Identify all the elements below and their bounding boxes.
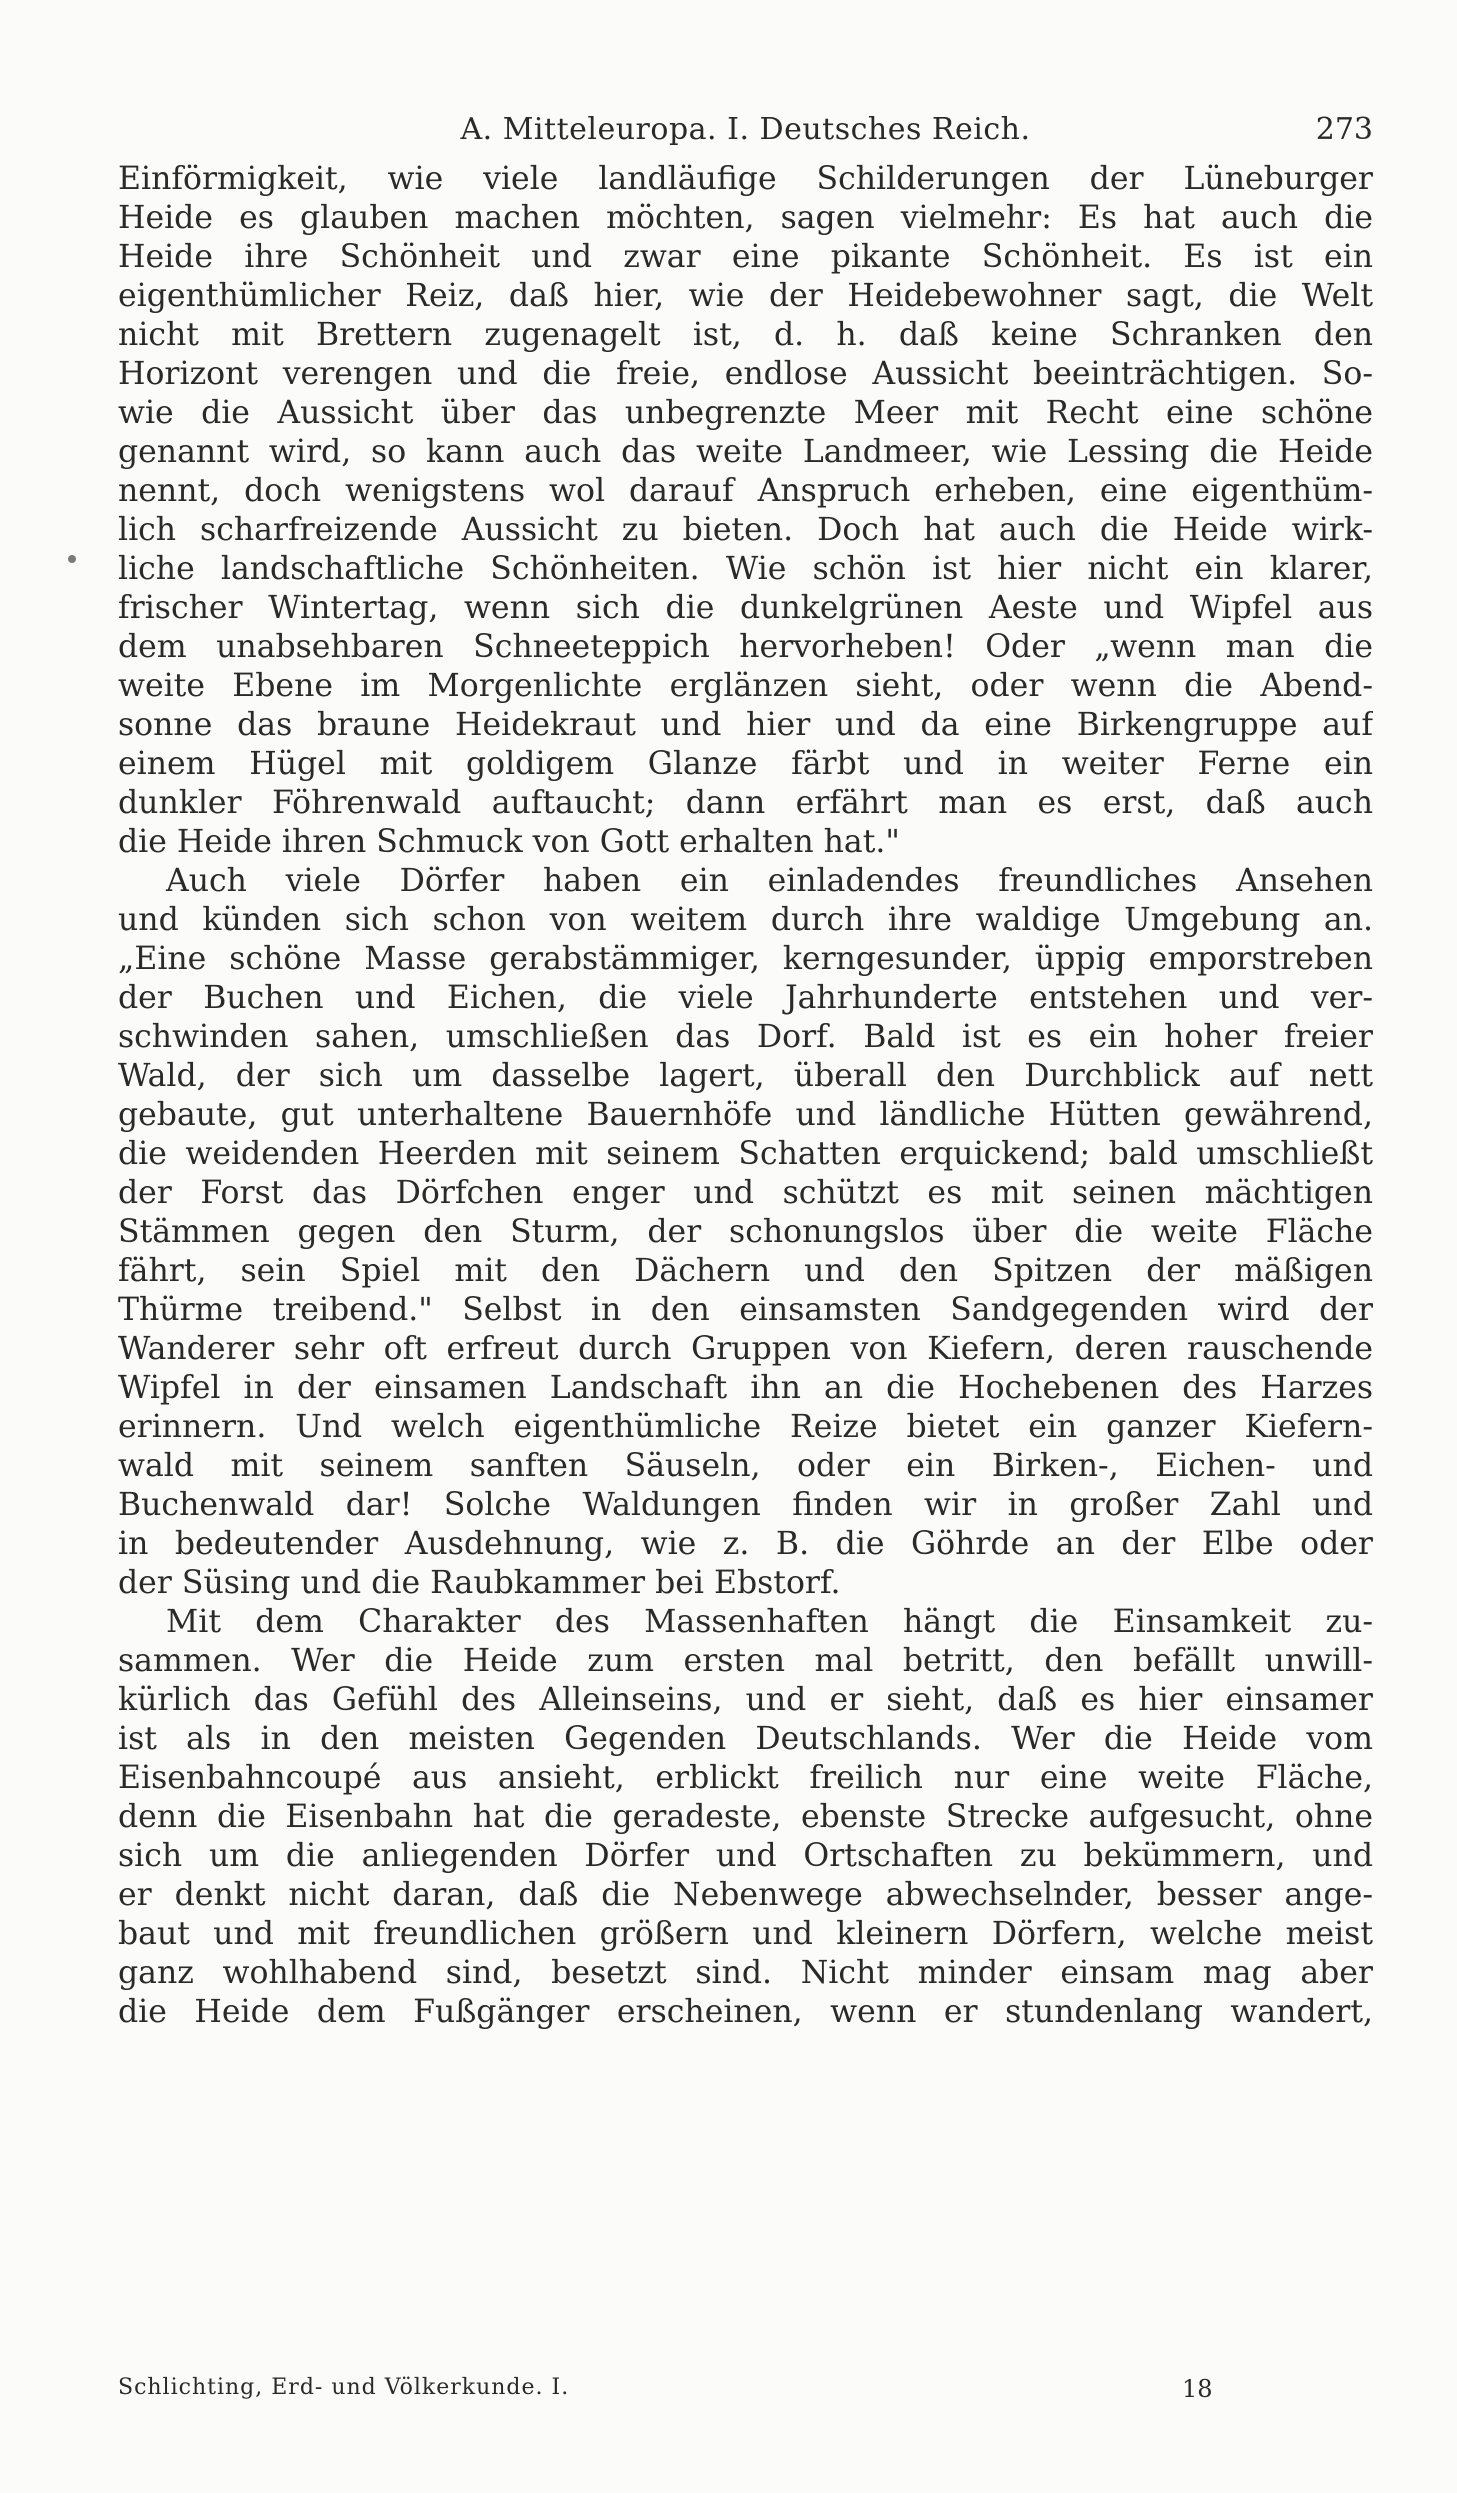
text-line: Buchenwald dar! Solche Waldungen finden wir in großer Zahl und	[118, 1487, 1373, 1523]
text-line: ist als in den meisten Gegenden Deutschlands. Wer die Heide vom	[118, 1721, 1373, 1757]
text-line: weite Ebene im Morgenlichte erglänzen sieht, oder wenn die Abend-	[118, 668, 1373, 704]
text-line: wald mit seinem sanften Säuseln, oder ein Birken-, Eichen- und	[118, 1448, 1373, 1484]
text-line: kürlich das Gefühl des Alleinseins, und er sieht, daß es hier einsamer	[118, 1682, 1373, 1718]
paragraph-end-line: der Süsing und die Raubkammer bei Ebstorf.	[118, 1565, 841, 1601]
printer-signature: Schlichting, Erd- und Völkerkunde. I.	[118, 2375, 570, 2400]
text-line: dunkler Föhrenwald auftaucht; dann erfährt man es erst, daß auch	[118, 785, 1373, 821]
page-footer	[118, 2375, 1373, 2405]
paragraph-start-line: Auch viele Dörfer haben ein einladendes freundliches Ansehen	[166, 863, 1373, 899]
text-line: ganz wohlhabend sind, besetzt sind. Nicht minder einsam mag aber	[118, 1955, 1373, 1991]
text-line: fährt, sein Spiel mit den Dächern und den Spitzen der mäßigen	[118, 1253, 1373, 1289]
paragraph-end-line: die Heide ihren Schmuck von Gott erhalten hat."	[118, 824, 900, 860]
paragraph-start-line: Mit dem Charakter des Massenhaften hängt die Einsamkeit zu-	[166, 1604, 1373, 1640]
text-line: Heide es glauben machen möchten, sagen vielmehr: Es hat auch die	[118, 200, 1373, 236]
text-line: liche landschaftliche Schönheiten. Wie schön ist hier nicht ein klarer,	[118, 551, 1373, 587]
text-line: erinnern. Und welch eigenthümliche Reize bietet ein ganzer Kiefern-	[118, 1409, 1373, 1445]
text-line: Stämmen gegen den Sturm, der schonungslos über die weite Fläche	[118, 1214, 1373, 1250]
text-line: gebaute, gut unterhaltene Bauernhöfe und ländliche Hütten gewährend,	[118, 1097, 1373, 1133]
text-line: er denkt nicht daran, daß die Nebenwege abwechselnder, besser ange-	[118, 1877, 1373, 1913]
text-line: sammen. Wer die Heide zum ersten mal betritt, den befällt unwill-	[118, 1643, 1373, 1679]
text-line: frischer Wintertag, wenn sich die dunkelgrünen Aeste und Wipfel aus	[118, 590, 1373, 626]
text-line: „Eine schöne Masse gerabstämmiger, kerngesunder, üppig emporstreben	[118, 941, 1373, 977]
text-line: in bedeutender Ausdehnung, wie z. B. die Göhrde an der Elbe oder	[118, 1526, 1373, 1562]
text-line: schwinden sahen, umschließen das Dorf. Bald ist es ein hoher freier	[118, 1019, 1373, 1055]
text-line: die weidenden Heerden mit seinem Schatten erquickend; bald umschließt	[118, 1136, 1373, 1172]
text-line: Einförmigkeit, wie viele landläufige Schilderungen der Lüneburger	[118, 161, 1373, 197]
text-line: der Forst das Dörfchen enger und schützt es mit seinen mächtigen	[118, 1175, 1373, 1211]
text-line: sich um die anliegenden Dörfer und Ortschaften zu bekümmern, und	[118, 1838, 1373, 1874]
text-line: nicht mit Brettern zugenagelt ist, d. h. daß keine Schranken den	[118, 317, 1373, 353]
text-line: die Heide dem Fußgänger erscheinen, wenn er stundenlang wandert,	[118, 1994, 1373, 2030]
text-line: Horizont verengen und die freie, endlose Aussicht beeinträchtigen. So-	[118, 356, 1373, 392]
body-text	[118, 160, 1373, 2032]
text-line: Wipfel in der einsamen Landschaft ihn an die Hochebenen des Harzes	[118, 1370, 1373, 1406]
text-line: der Buchen und Eichen, die viele Jahrhunderte entstehen und ver-	[118, 980, 1373, 1016]
running-header	[118, 112, 1373, 152]
page-number: 273	[1315, 112, 1373, 147]
text-line: lich scharfreizende Aussicht zu bieten. Doch hat auch die Heide wirk-	[118, 512, 1373, 548]
text-line: denn die Eisenbahn hat die geradeste, ebenste Strecke aufgesucht, ohne	[118, 1799, 1373, 1835]
text-line: nennt, doch wenigstens wol darauf Anspruch erheben, eine eigenthüm-	[118, 473, 1373, 509]
text-line: sonne das braune Heidekraut und hier und da eine Birkengruppe auf	[118, 707, 1373, 743]
text-line: Eisenbahncoupé aus ansieht, erblickt freilich nur eine weite Fläche,	[118, 1760, 1373, 1796]
text-line: Wanderer sehr oft erfreut durch Gruppen von Kiefern, deren rauschende	[118, 1331, 1373, 1367]
text-line: Heide ihre Schönheit und zwar eine pikante Schönheit. Es ist ein	[118, 239, 1373, 275]
sheet-number: 18	[1182, 2375, 1213, 2403]
text-line: dem unabsehbaren Schneeteppich hervorheben! Oder „wenn man die	[118, 629, 1373, 665]
text-line: eigenthümlicher Reiz, daß hier, wie der Heidebewohner sagt, die Welt	[118, 278, 1373, 314]
text-line: Thürme treibend." Selbst in den einsamsten Sandgegenden wird der	[118, 1292, 1373, 1328]
running-title: A. Mitteleuropa. I. Deutsches Reich.	[460, 112, 1031, 147]
text-line: baut und mit freundlichen größern und kleinern Dörfern, welche meist	[118, 1916, 1373, 1952]
text-line: genannt wird, so kann auch das weite Landmeer, wie Lessing die Heide	[118, 434, 1373, 470]
text-line: Wald, der sich um dasselbe lagert, überall den Durchblick auf nett	[118, 1058, 1373, 1094]
text-line: einem Hügel mit goldigem Glanze färbt und in weiter Ferne ein	[118, 746, 1373, 782]
text-line: wie die Aussicht über das unbegrenzte Meer mit Recht eine schöne	[118, 395, 1373, 431]
text-line: und künden sich schon von weitem durch ihre waldige Umgebung an.	[118, 902, 1373, 938]
margin-dot	[68, 555, 76, 563]
